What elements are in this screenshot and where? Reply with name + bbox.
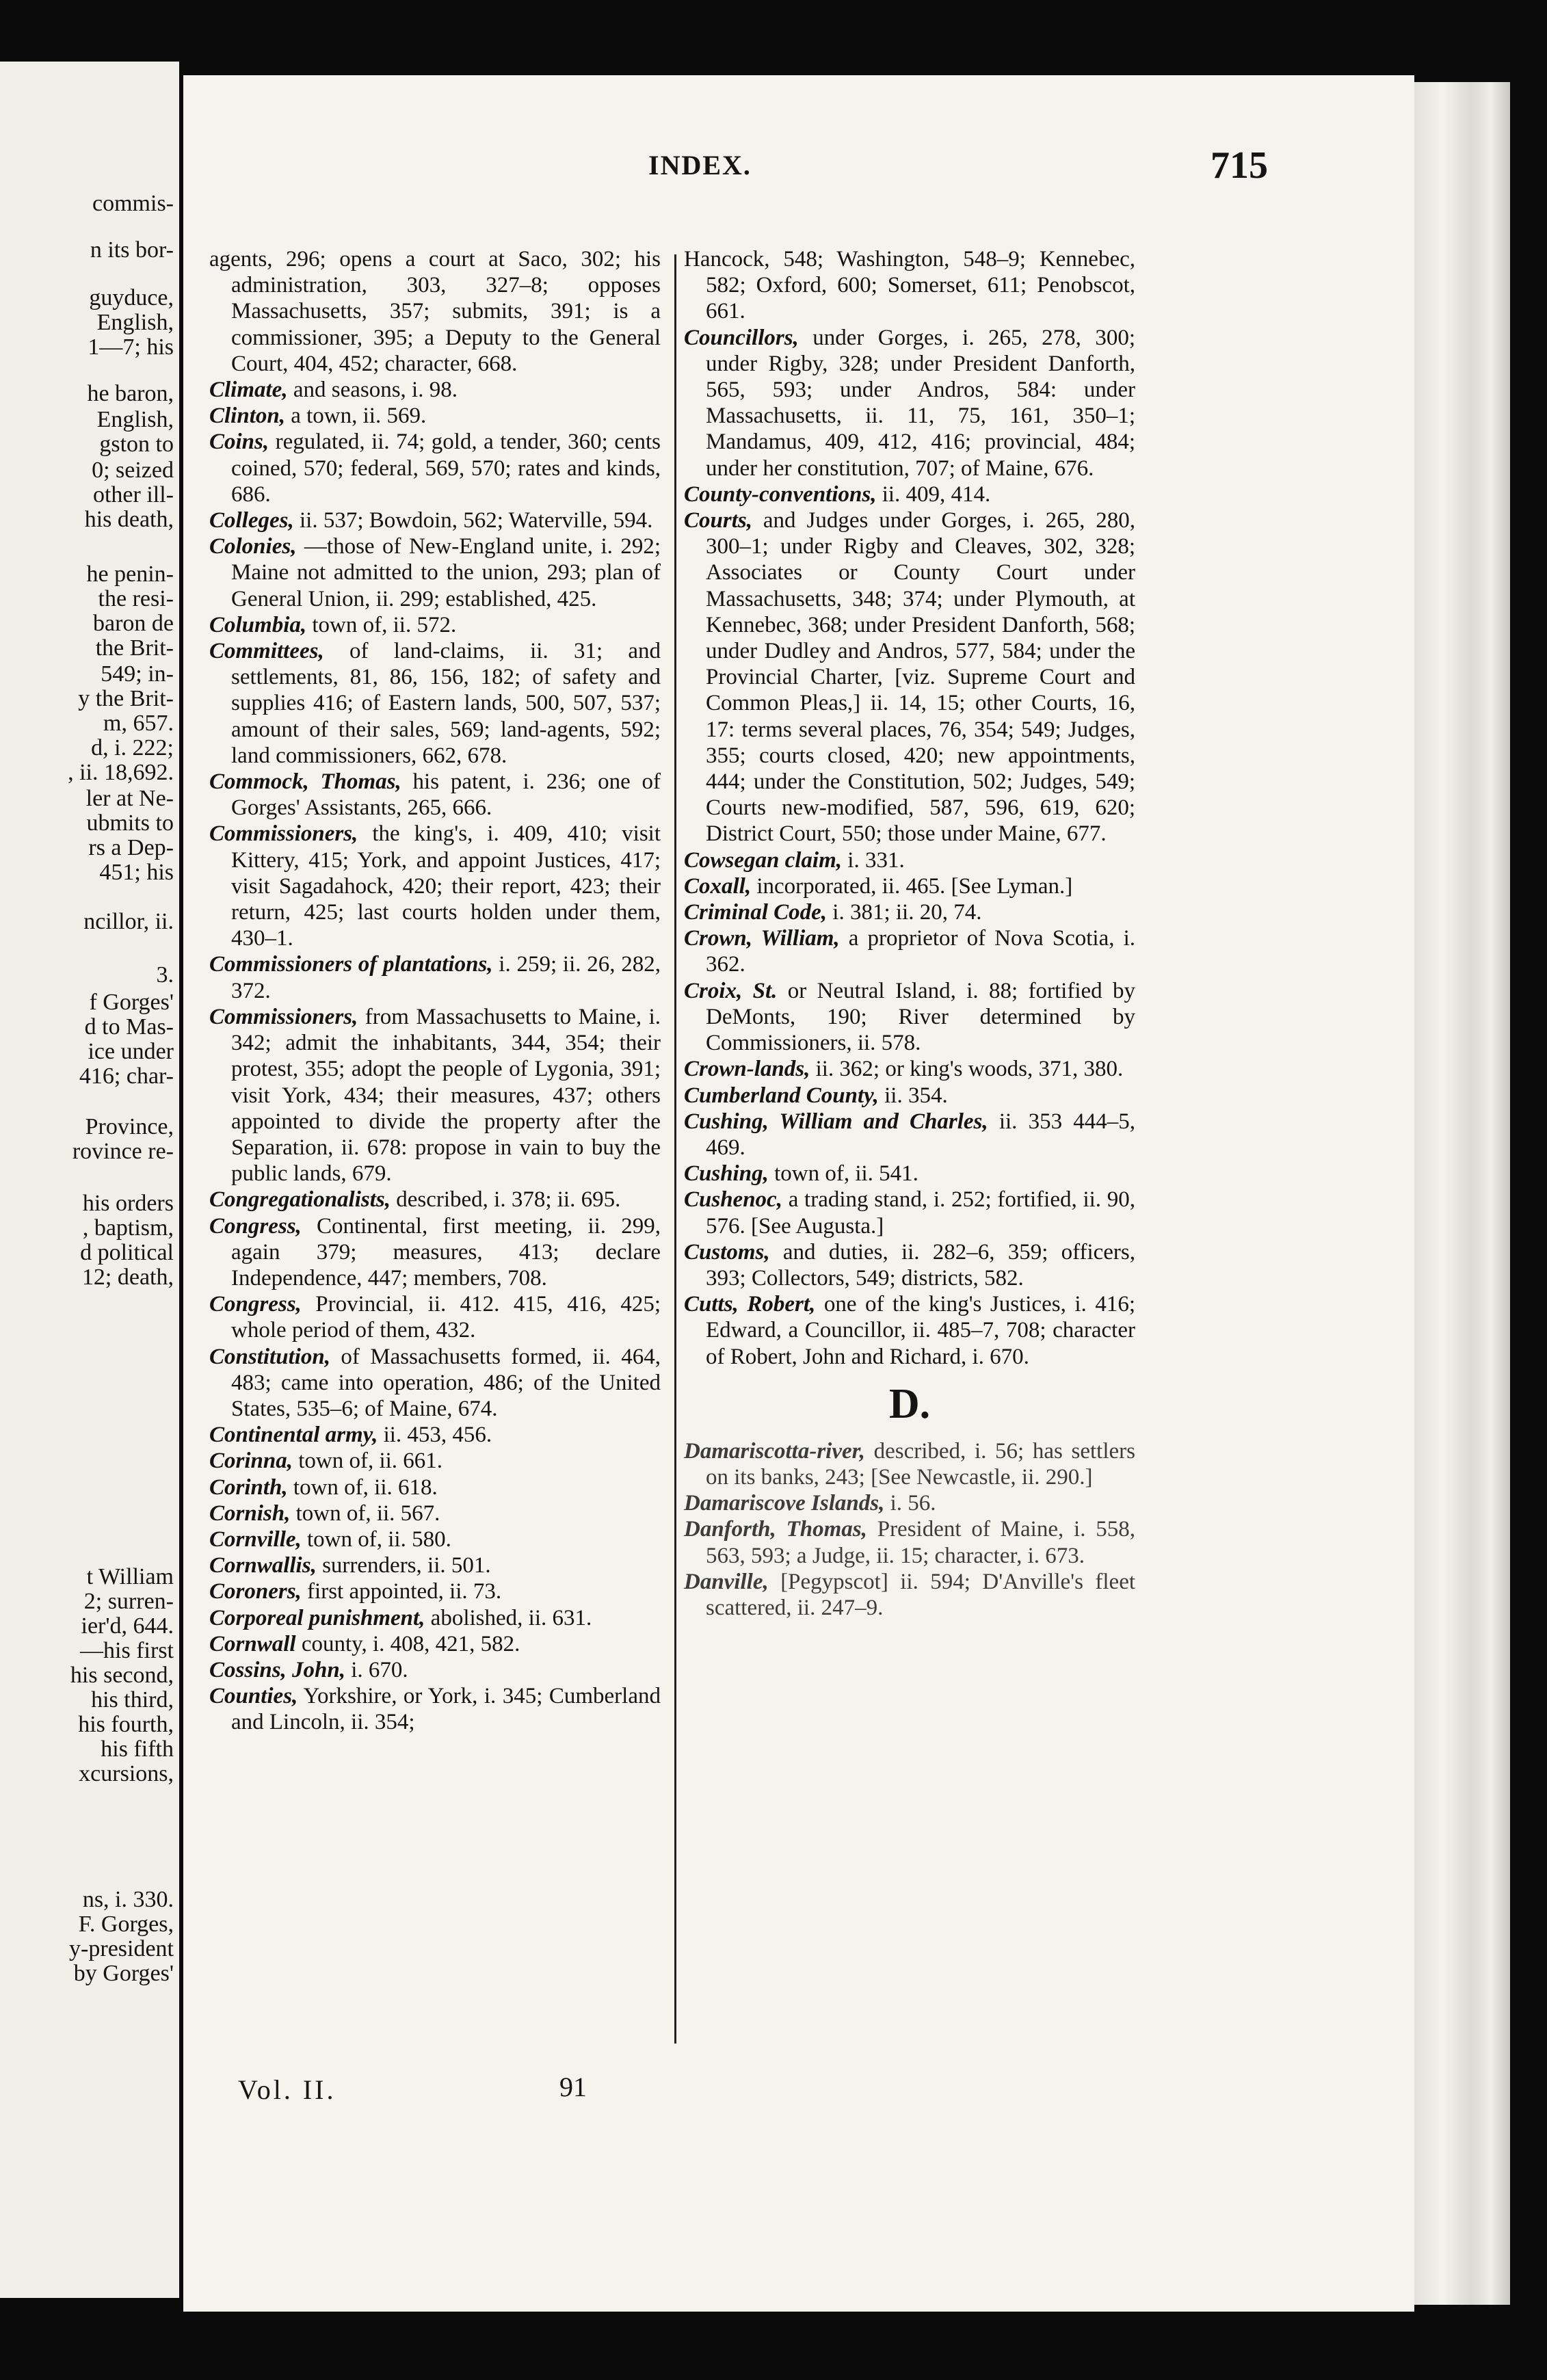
index-entry-term: Courts, [684,508,752,533]
previous-page-line: by Gorges' [73,1961,174,1986]
index-page [183,75,1414,2312]
index-entry-term: Corinna, [209,1449,293,1474]
previous-page-line: English, [96,407,174,432]
index-entry [209,1475,661,1500]
previous-page-line: ler at Ne- [85,786,174,811]
index-entry [684,481,1135,507]
previous-page-line: d, i. 222; [91,735,174,761]
previous-page-line: ncillor, ii. [83,909,174,934]
index-entry [209,821,661,951]
index-entry [684,1516,1135,1568]
index-entry [684,507,1135,847]
index-entry-term: Cornville, [209,1526,302,1552]
index-entry-term: Congregationalists, [209,1187,391,1213]
index-entry [684,1291,1135,1370]
index-entry [209,246,661,377]
index-entry [209,1631,661,1657]
index-entry-text: ii. 453, 456. [383,1423,492,1448]
index-entry [684,1161,1135,1187]
index-entry-term: Coroners, [209,1579,302,1604]
previous-page-line: the resi- [98,586,174,611]
index-entry-text: ii. 537; Bowdoin, 562; Waterville, 594. [299,508,653,533]
index-entry-text: the king's, i. 409, 410; visit Kittery, 415; York, and appoint Justices, 417; visit Sagadahock, 420; their report, 423; their return, 425; last courts holden under them, 430–1. [231,821,661,951]
index-entry-term: Damariscotta-river, [684,1438,865,1464]
section-letter-d: D. [888,1380,931,1427]
previous-page-line: he baron, [87,381,174,406]
index-entry-term: Coins, [209,429,269,455]
index-entry-text: ii. 354. [884,1083,948,1108]
index-entry [684,1083,1135,1109]
index-entry-text: of land-claims, ii. 31; and settlements, 81, 86, 156, 182; of safety and supplies 416; of Eastern lands, 500, 507, 537; amount of their sales, 569; land-agents, 592; land commissioners, 662, 678. [231,639,661,768]
index-entry-term: Climate, [209,378,288,403]
index-entry-term: Criminal Code, [684,900,828,925]
index-entry-text: ii. 409, 414. [882,481,991,507]
previous-page-line: —his first [80,1638,174,1663]
previous-page-line: ice under [88,1039,174,1064]
index-entry [209,1552,661,1578]
previous-page-line: t William [86,1564,174,1589]
page-title: INDEX. [648,150,752,181]
index-entry-term: Clinton, [209,404,285,429]
previous-page-line: 0; seized [92,458,174,483]
previous-page-line: ns, i. 330. [82,1887,174,1912]
page-fore-edge [1414,82,1510,2305]
previous-page-line: xcursions, [79,1761,174,1786]
index-entry-text: and duties, ii. 282–6, 359; officers, 393; Collectors, 549; districts, 582. [706,1239,1136,1291]
index-entry [684,847,1135,873]
index-entry-text: one of the king's Justices, i. 416; Edward, a Councillor, ii. 485–7, 708; character of Robert, John and Richard, i. 670. [706,1292,1135,1369]
index-entry [684,1187,1135,1239]
index-entry [684,1438,1135,1490]
index-entry-term: Crown-lands, [684,1057,810,1082]
index-entry-text: town of, ii. 618. [293,1475,438,1500]
index-entry-term: Committees, [209,639,324,664]
index-entries-d [684,1438,1135,1621]
previous-page-line: F. Gorges, [78,1912,174,1937]
index-entry [684,1569,1135,1621]
index-entry [209,1526,661,1552]
index-entry-term: Cornwall [209,1631,296,1656]
index-entry-text: his patent, i. 236; one of Gorges' Assistants, 265, 666. [231,769,661,821]
index-entry-text: from Massachusetts to Maine, i. 342; admit the inhabitants, 344, 354; their protest, 355; adopt the people of Lygonia, 391; visit York, 434; their measures, 437; others appointed to divide the property after the Separation, ii. 678: propose in vain to buy the public lands, 679. [231,1004,661,1187]
index-entry-term: Cutts, Robert, [684,1292,816,1317]
index-entry-term: Congress, [209,1292,302,1317]
index-entry-term: Colleges, [209,508,294,533]
previous-page-line: , baptism, [82,1215,174,1241]
index-entry-term: Danforth, Thomas, [684,1517,867,1542]
index-entry [684,246,1135,325]
index-entry [684,899,1135,925]
index-entry-term: Commissioners, [209,821,358,847]
previous-page-line: 2; surren- [83,1589,174,1614]
index-entry-text: town of, ii. 541. [774,1161,918,1187]
index-entry-term: Cornwallis, [209,1553,317,1578]
previous-page-line: English, [96,310,174,335]
index-entry [209,1448,661,1474]
index-entry-text: county, i. 408, 421, 582. [301,1631,520,1656]
previous-page-line: m, 657. [103,711,174,736]
index-entry-text: Hancock, 548; Washington, 548–9; Kennebec, 582; Oxford, 600; Somerset, 611; Penobscot, 661. [684,247,1135,324]
previous-page-line: other ill- [92,482,174,507]
index-entry-text: regulated, ii. 74; gold, a tender, 360; cents coined, 570; federal, 569, 570; rates and kinds, 686. [231,429,661,507]
index-entry-term: Customs, [684,1239,770,1265]
previous-page-line: the Brit- [95,635,174,661]
index-entry-term: Damariscove Islands, [684,1491,885,1516]
index-entries-c-continued [684,246,1135,1370]
index-entry-term: Columbia, [209,612,307,637]
previous-page-line: his third, [91,1687,174,1713]
previous-page-line: 1—7; his [88,334,174,360]
index-entry-text: Yorkshire, or York, i. 345; Cumberland and Lincoln, ii. 354; [231,1684,661,1735]
index-entry [209,1004,661,1187]
index-entry-term: Cushenoc, [684,1187,782,1213]
previous-page-line: he penin- [86,561,174,587]
index-entry-text: incorporated, ii. 465. [See Lyman.] [756,873,1073,899]
index-entry [684,325,1135,481]
index-entry [684,978,1135,1057]
index-entry-text: town of, ii. 580. [307,1526,451,1552]
previous-page-line: 3. [156,962,174,988]
previous-page-line: ier'd, 644. [81,1613,174,1639]
index-entry [209,1344,661,1423]
index-entry-term: Commissioners, [209,1004,358,1029]
index-entry [209,1605,661,1631]
column-divider [674,254,676,2044]
index-entry-text: —those of New-England unite, i. 292; Maine not admitted to the union, 293; plan of General Union, ii. 299; established, 425. [231,534,661,611]
previous-page-line: his second, [70,1663,174,1688]
index-entry-term: Cornish, [209,1500,291,1526]
previous-page-line: 416; char- [79,1063,174,1089]
previous-page-line: gston to [99,432,174,457]
index-entry-text: of Massachusetts formed, ii. 464, 483; came into operation, 486; of the United States, 535–6; of Maine, 674. [231,1344,661,1421]
index-entry-term: Colonies, [209,534,297,559]
index-entry [209,638,661,769]
index-entry [684,1490,1135,1516]
index-entry [684,1056,1135,1082]
index-entry-term: Congress, [209,1213,302,1239]
index-entry [684,1109,1135,1161]
index-column-right [684,246,1135,1621]
index-entry-text: Provincial, ii. 412. 415, 416, 425; whole period of them, 432. [231,1292,661,1343]
index-entry-text: [Pegypscot] ii. 594; D'Anville's fleet scattered, ii. 247–9. [706,1569,1136,1620]
index-entry-term: Commissioners of plantations, [209,952,493,977]
index-entry [684,873,1135,899]
index-entry [209,1578,661,1604]
index-entry [209,1683,661,1735]
index-entry [209,403,661,429]
index-entry-text: agents, 296; opens a court at Saco, 302; his administration, 303, 327–8; opposes Massachusetts, 357; submits, 391; is a commissioner, 395; a Deputy to the General Court, 404, 452; character, 668. [209,247,661,376]
previous-page-line: guyduce, [89,285,174,310]
index-entry [209,769,661,821]
index-entry-term: Cowsegan claim, [684,847,843,873]
previous-page-line: y-president [69,1936,174,1961]
volume-signature: Vol. II. [238,2074,336,2105]
index-entry [209,533,661,612]
previous-page-line: n its bor- [90,237,174,263]
index-entry-text: i. 670. [351,1657,408,1682]
index-entry-term: Coxall, [684,873,752,899]
index-entry-term: Crown, William, [684,926,840,951]
previous-page-line: his fifth [101,1736,174,1762]
index-entry-text: a trading stand, i. 252; fortified, ii. 90, 576. [See Augusta.] [706,1187,1135,1239]
index-entry-text: described, i. 56; has settlers on its banks, 243; [See Newcastle, ii. 290.] [706,1438,1135,1490]
previous-page-line: his orders [82,1191,174,1216]
index-entry-text: President of Maine, i. 558, 563, 593; a Judge, ii. 15; character, i. 673. [706,1517,1136,1568]
previous-page-edge [0,62,179,2298]
index-entry [209,951,661,1003]
index-entry [209,1291,661,1343]
index-entry-term: Cushing, William and Charles, [684,1109,988,1134]
index-entry-text: surrenders, ii. 501. [322,1553,491,1578]
index-entry-term: Danville, [684,1569,769,1594]
index-entry-text: a proprietor of Nova Scotia, i. 362. [706,926,1136,977]
index-entry-term: Cumberland County, [684,1083,879,1108]
index-entry [209,377,661,403]
index-entry-term: Counties, [209,1684,298,1709]
previous-page-line: y the Brit- [78,686,174,711]
index-entry [209,429,661,507]
index-entry [209,507,661,533]
index-entry [684,1239,1135,1291]
index-entry-text: Continental, first meeting, ii. 299, again 379; measures, 413; declare Independence, 447; members, 708. [231,1213,661,1291]
index-entry-term: Corinth, [209,1475,288,1500]
index-entry [209,1213,661,1292]
index-entry-text: or Neutral Island, i. 88; fortified by DeMonts, 190; River determined by Commissioners, ii. 578. [706,978,1136,1056]
index-entry [209,1657,661,1683]
previous-page-line: commis- [92,191,174,216]
index-entry-text: i. 259; ii. 26, 282, 372. [231,952,661,1003]
index-entry-term: Constitution, [209,1344,331,1369]
index-entry-term: Commock, Thomas, [209,769,401,795]
index-entry-text: described, i. 378; ii. 695. [396,1187,621,1213]
previous-page-line: f Gorges' [89,990,174,1015]
index-entry-text: i. 381; ii. 20, 74. [832,900,982,925]
previous-page-line: 451; his [99,860,174,885]
printer-signature: 91 [559,2072,587,2102]
index-entry-text: and Judges under Gorges, i. 265, 280, 300–1; under Rigby and Cleaves, 302, 328; Associates or County Court under Massachusetts, 348; 374; under Plymouth, at Kennebec, 368; under President Danforth, 568; under Dudley and Andros, 577, 584; under the Provincial Charter, [viz. Supreme Court and Common Pleas,] ii. 14, 15; other Courts, 16, 17: terms several places, 76, 354; 549; Judges, 355; courts closed, 420; new appointments, 444; under the Constitution, 502; Judges, 549; Courts new-modified, 587, 596, 619, 620; District Court, 550; those under Maine, 677. [706,508,1136,847]
index-entry-text: i. 331. [847,847,905,873]
previous-page-line: , ii. 18,692. [68,760,174,785]
previous-page-line: baron de [92,611,174,636]
index-entry-text: ii. 362; or king's woods, 371, 380. [815,1057,1124,1082]
index-entry-text: a town, ii. 569. [291,404,427,429]
previous-page-line: d to Mas- [84,1014,174,1040]
previous-page-line: 12; death, [81,1265,174,1290]
index-entry-text: and seasons, i. 98. [293,378,458,403]
index-entry-text: town of, ii. 567. [295,1500,440,1526]
index-entry-text: abolished, ii. 631. [430,1605,592,1630]
index-entry-text: town of, ii. 661. [298,1449,443,1474]
index-entry-term: Croix, St. [684,978,778,1003]
index-entry [209,1422,661,1448]
previous-page-line: his fourth, [78,1712,174,1737]
index-entry-term: Cossins, John, [209,1657,346,1682]
index-entry [209,612,661,638]
index-entry-term: County-conventions, [684,481,877,507]
index-entry-text: ii. 353 444–5, 469. [706,1109,1135,1160]
index-entry [684,925,1135,977]
index-entry-text: i. 56. [890,1491,936,1516]
index-entry-term: Corporeal punishment, [209,1605,425,1630]
index-entry [209,1500,661,1526]
previous-page-line: d political [80,1240,174,1265]
page-number: 715 [1211,144,1268,187]
index-entry-term: Continental army, [209,1423,378,1448]
previous-page-line: rovince re- [72,1139,174,1164]
index-column-left [209,246,661,1736]
index-entry-term: Councillors, [684,325,799,350]
previous-page-line: Province, [85,1114,174,1139]
index-entry-text: town of, ii. 572. [312,612,457,637]
previous-page-line: 549; in- [101,661,174,687]
index-entry [209,1187,661,1213]
index-entry-text: first appointed, ii. 73. [307,1579,502,1604]
previous-page-line: ubmits to [86,810,174,836]
index-entry-text: under Gorges, i. 265, 278, 300; under Rigby, 328; under President Danforth, 565, 593; under Andros, 584: under Massachusetts, ii. 11, 75, 161, 350–1; Mandamus, 409, 412, 416; provincial, 484; under her constitution, 707; of Maine, 676. [706,325,1136,481]
previous-page-line: his death, [84,507,174,532]
previous-page-line: rs a Dep- [88,835,174,860]
index-entry-term: Cushing, [684,1161,769,1187]
